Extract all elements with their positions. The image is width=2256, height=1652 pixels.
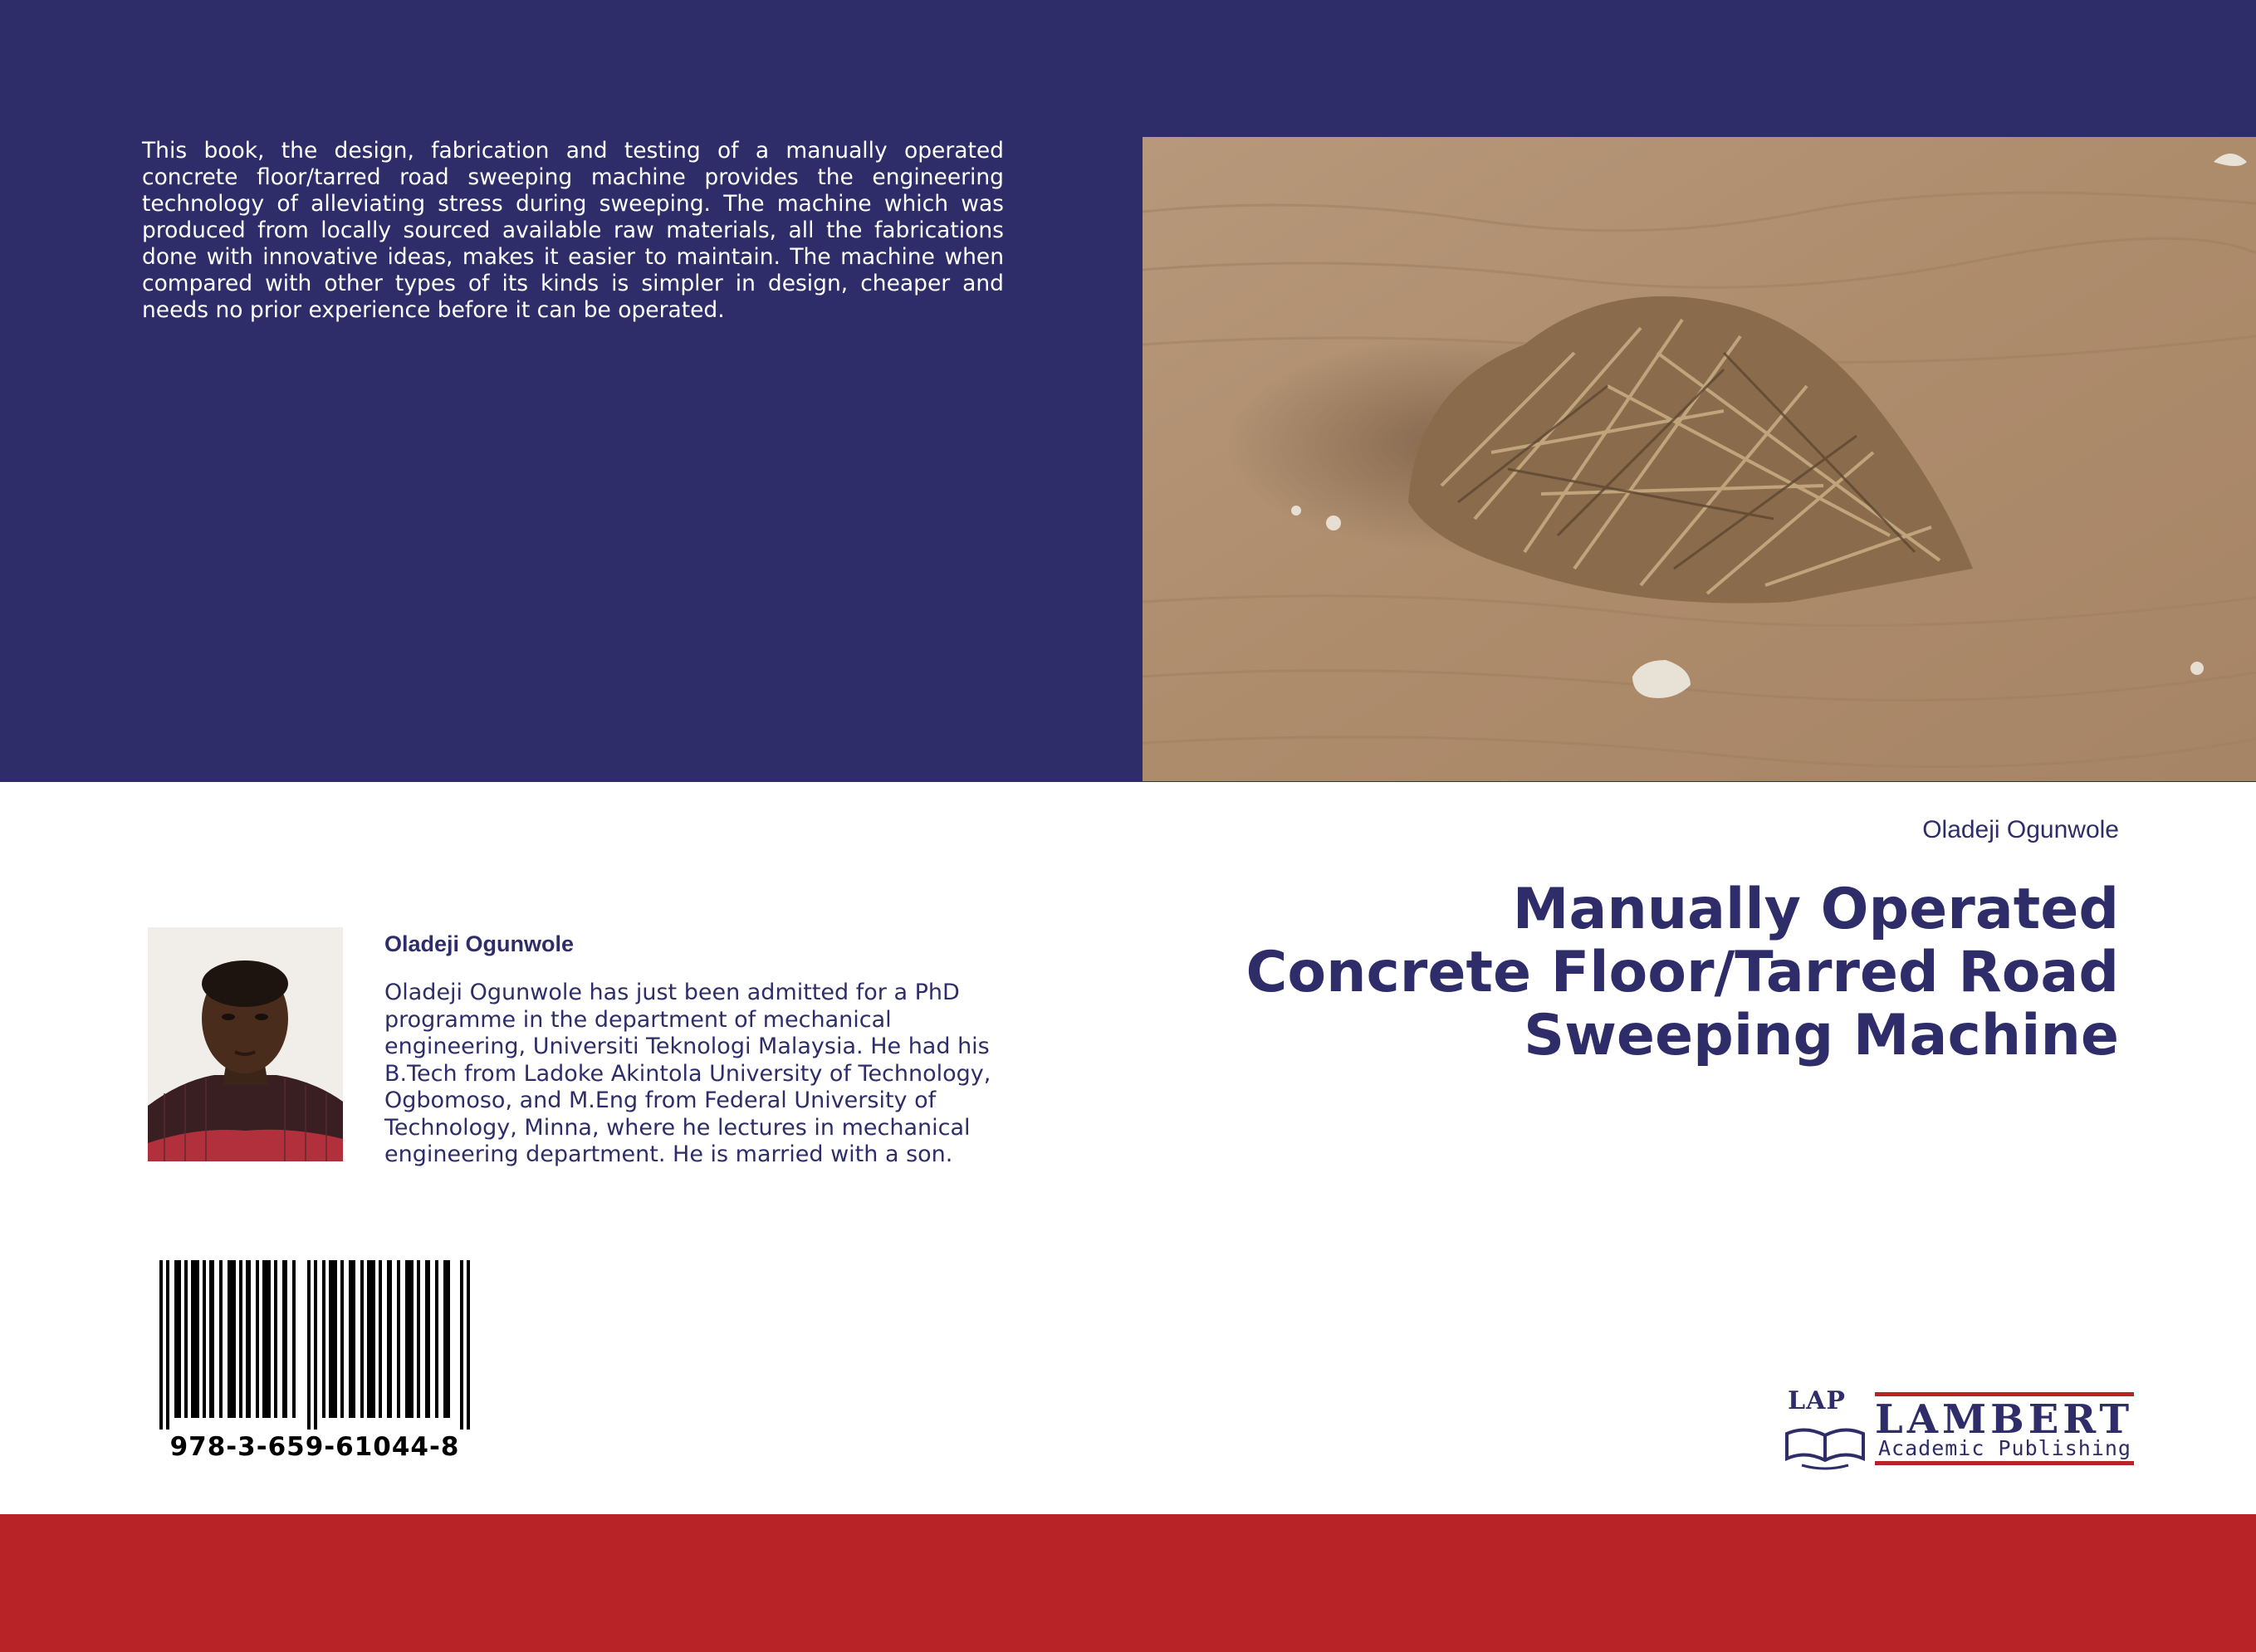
bottom-red-band	[0, 1514, 2256, 1652]
publisher-name: LAMBERT	[1875, 1396, 2134, 1443]
front-cover-author: Oladeji Ogunwole	[1922, 816, 2119, 843]
isbn-barcode	[158, 1260, 472, 1430]
book-title	[1040, 878, 2119, 1068]
author-bio: Oladeji Ogunwole has just been admitted for a PhD programme in the department of mechanical engineering, Universiti Teknologi Malaysia. He had his B.Tech from Ladoke Akintola University of Technology, Ogbomoso, and M.Eng from Federal University of Technology, Minna, where he lectures in mechanical engineering department. He is married with a son.	[384, 980, 991, 1167]
isbn-number: 978-3-659-61044-8	[169, 1432, 460, 1462]
author-portrait	[148, 927, 343, 1161]
dry-grass-on-sand-photo	[1143, 137, 2256, 781]
title-line-2: Concrete Floor/Tarred Road	[1245, 940, 2119, 1005]
cover-photo	[1143, 137, 2256, 781]
author-portrait-image	[148, 927, 343, 1161]
bio-author-name: Oladeji Ogunwole	[384, 931, 575, 956]
title-line-1: Manually Operated	[1512, 877, 2119, 942]
publisher-badge: LAP	[1788, 1386, 1846, 1415]
title-line-3: Sweeping Machine	[1524, 1003, 2119, 1068]
publisher-subtitle: Academic Publishing	[1878, 1436, 2131, 1460]
back-cover-blurb: This book, the design, fabrication and testing of a manually operated concrete floor/tarred road sweeping machine provides the engineering technology of alleviating stress during sweeping. The machine which was produced from locally sourced available raw materials, all the fabrications done with innovative ideas, makes it easier to maintain. The machine when compared with other types of its kinds is simpler in design, cheaper and needs no prior experience before it can be operated.	[142, 138, 1004, 323]
open-book-icon	[1787, 1430, 1863, 1460]
